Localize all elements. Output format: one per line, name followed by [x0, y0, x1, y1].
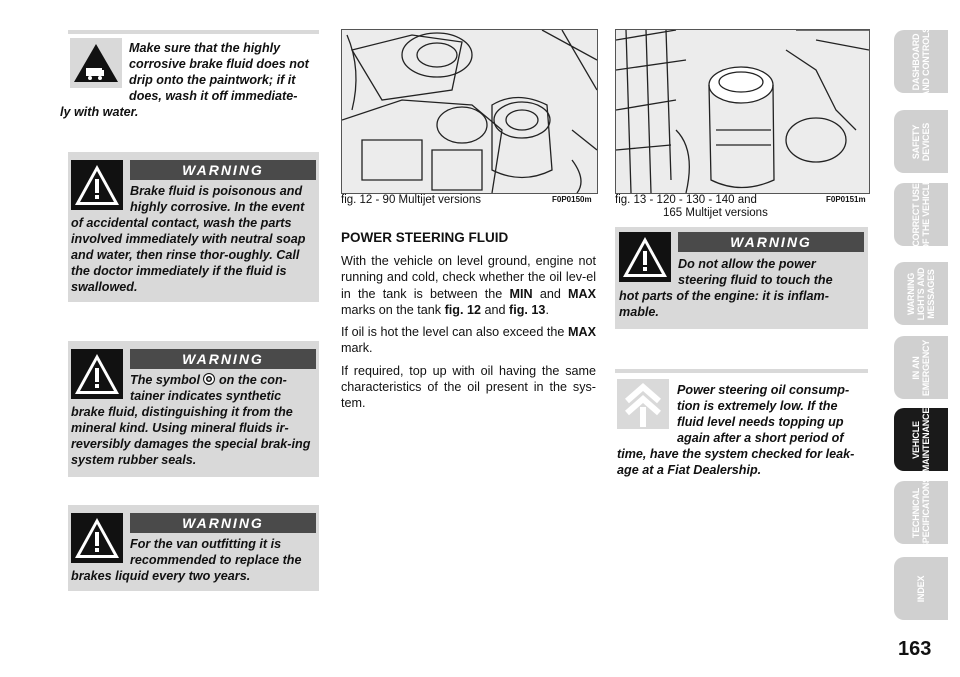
section-heading: POWER STEERING FLUID: [341, 230, 509, 245]
warning-title-2: WARNING: [130, 349, 316, 369]
figure-caption-13: [615, 194, 825, 220]
chapter-tab-label-line: VEHICLE: [911, 420, 921, 459]
warning-tail: of accidental contact, wash the parts involved immediately with neutral soap and water, then rinse thor-oughly. Call the doctor immediately if the fluid is swallowed.: [71, 216, 306, 294]
chapter-tab-label-line: LIGHTS AND: [916, 267, 926, 320]
note-line: fluid level needs topping up: [677, 415, 844, 429]
chapter-tab[interactable]: [894, 110, 948, 173]
caution-line: Make sure that the highly: [129, 41, 281, 55]
max-mark: MAX: [568, 325, 597, 340]
caution-line: drip onto the paintwork; if it: [129, 73, 296, 87]
text-run: and: [539, 286, 561, 301]
warning-text-1: [71, 183, 317, 295]
paragraph: [341, 324, 596, 357]
figure-caption-12: fig. 12 - 90 Multijet versions: [341, 194, 481, 206]
min-mark: MIN: [509, 286, 533, 301]
chapter-tab-label: [906, 267, 936, 320]
chapter-tab-label-line: WARNING: [906, 272, 916, 315]
text-run: With the vehicle on level ground, engine not running and cold, check whether the oil lev-el in the tank is between the: [341, 254, 596, 301]
warning-line: highly corrosive. In the event: [130, 200, 305, 214]
chapter-tab-label-line: IN AN: [911, 355, 921, 380]
note-line: Power steering oil consump-: [677, 383, 850, 397]
text-run: mark.: [341, 341, 373, 356]
chapter-tab[interactable]: [894, 262, 948, 325]
caution-text: [70, 40, 319, 104]
chapter-tab-label: [911, 339, 931, 395]
figure-ref: fig. 13: [509, 302, 546, 317]
caution-tail: ly with water.: [60, 105, 139, 119]
text-run: and: [484, 302, 506, 317]
chapter-tab[interactable]: [894, 557, 948, 620]
engine-photo-fig13: [615, 29, 870, 194]
synthetic-fluid-symbol-icon: [203, 373, 215, 385]
section-body: [341, 253, 596, 418]
note-line: tion is extremely low. If the: [677, 399, 838, 413]
text-run: marks on the tank: [341, 302, 442, 317]
warning-line: tainer indicates synthetic: [130, 389, 282, 403]
warning-line: Brake fluid is poisonous and: [130, 184, 303, 198]
chapter-tab[interactable]: [894, 336, 948, 399]
chapter-tab-label-line: CORRECT USE: [911, 182, 921, 247]
engine-photo-fig12: [341, 29, 598, 194]
caption-line: fig. 13 - 120 - 130 - 140 and: [615, 194, 757, 206]
warning-tail: brake fluid, distinguishing it from the mineral kind. Using mineral fluids ir-reversibly damages the special brak-ing system rubber seals.: [71, 405, 311, 467]
chapter-tab-label-line: MAINTENANCE: [921, 407, 931, 472]
note-box: [615, 369, 868, 373]
chapter-tab-label-line: INDEX: [916, 575, 926, 602]
chapter-tab-label-line: TECHNICAL: [911, 487, 921, 538]
note-tail: time, have the system checked for leak-age at a Fiat Dealership.: [617, 447, 855, 477]
caution-line: does, wash it off immediate-: [129, 89, 298, 103]
chapter-tab-label: [911, 122, 931, 160]
chapter-tab-label-line: SPECIFICATIONS: [921, 476, 931, 549]
warning-line-pre: The symbol: [130, 373, 200, 387]
page-number: 163: [898, 638, 932, 660]
warning-line: [71, 372, 317, 388]
chapter-tab[interactable]: [894, 26, 948, 97]
chapter-tab[interactable]: [894, 178, 948, 251]
warning-line-post: on the con-: [218, 373, 287, 387]
chapter-tab[interactable]: [894, 476, 948, 549]
caption-line: 165 Multijet versions: [663, 207, 768, 219]
warning-line: recommended to replace the: [130, 553, 302, 567]
figure-code-13: F0P0151m: [826, 195, 866, 204]
warning-line: For the van outfitting it is: [130, 537, 282, 551]
chapter-tab[interactable]: [894, 408, 948, 471]
chapter-tab-label-line: SAFETY: [911, 124, 921, 159]
note-line: again after a short period of: [677, 431, 844, 445]
warning-tail: brakes liquid every two years.: [71, 569, 251, 583]
chapter-tab-label-line: MESSAGES: [926, 268, 936, 319]
warning-tail: hot parts of the engine: it is inflam-mable.: [619, 289, 829, 319]
warning-text-ps: [619, 256, 865, 320]
warning-line: steering fluid to touch the: [678, 273, 833, 287]
warning-line: Do not allow the power: [678, 257, 816, 271]
chapter-tab-label-line: DEVICES: [921, 122, 931, 161]
figure-code-12: F0P0150m: [552, 195, 592, 204]
chapter-tab-label-line: OF THE VEHICLE: [921, 178, 931, 251]
warning-title-1: WARNING: [130, 160, 316, 180]
chapter-tab-label: [911, 179, 931, 251]
max-mark: MAX: [568, 286, 597, 301]
warning-title-3: WARNING: [130, 513, 316, 533]
warning-text-2: [71, 372, 317, 468]
caution-box: [68, 30, 319, 34]
chapter-tab-label-line: DASHBOARD: [911, 33, 921, 90]
chapter-tab-label: [911, 407, 931, 471]
chapter-tab-label: [911, 476, 931, 548]
chapter-tab-label-line: EMERGENCY: [921, 339, 931, 396]
note-text: [617, 382, 868, 446]
text-run: If oil is hot the level can also exceed the: [341, 325, 565, 340]
caution-line: corrosive brake fluid does not: [129, 57, 309, 71]
chapter-tab-label-line: AND CONTROLS: [921, 26, 931, 97]
paragraph: With the vehicle on level ground, engine not running and cold, check whether the oil lev-el in the tank is between the MIN and MAX marks on the tank fig. 12 and fig. 13.: [341, 254, 597, 317]
figure-ref: fig. 12: [444, 302, 482, 317]
warning-title-ps: WARNING: [678, 232, 864, 252]
warning-text-3: [71, 536, 317, 584]
chapter-tab-label: [911, 26, 931, 96]
paragraph: If required, top up with oil having the same characteristics of the oil present in the sys-tem.: [341, 363, 596, 411]
chapter-tab-label: [916, 575, 926, 602]
